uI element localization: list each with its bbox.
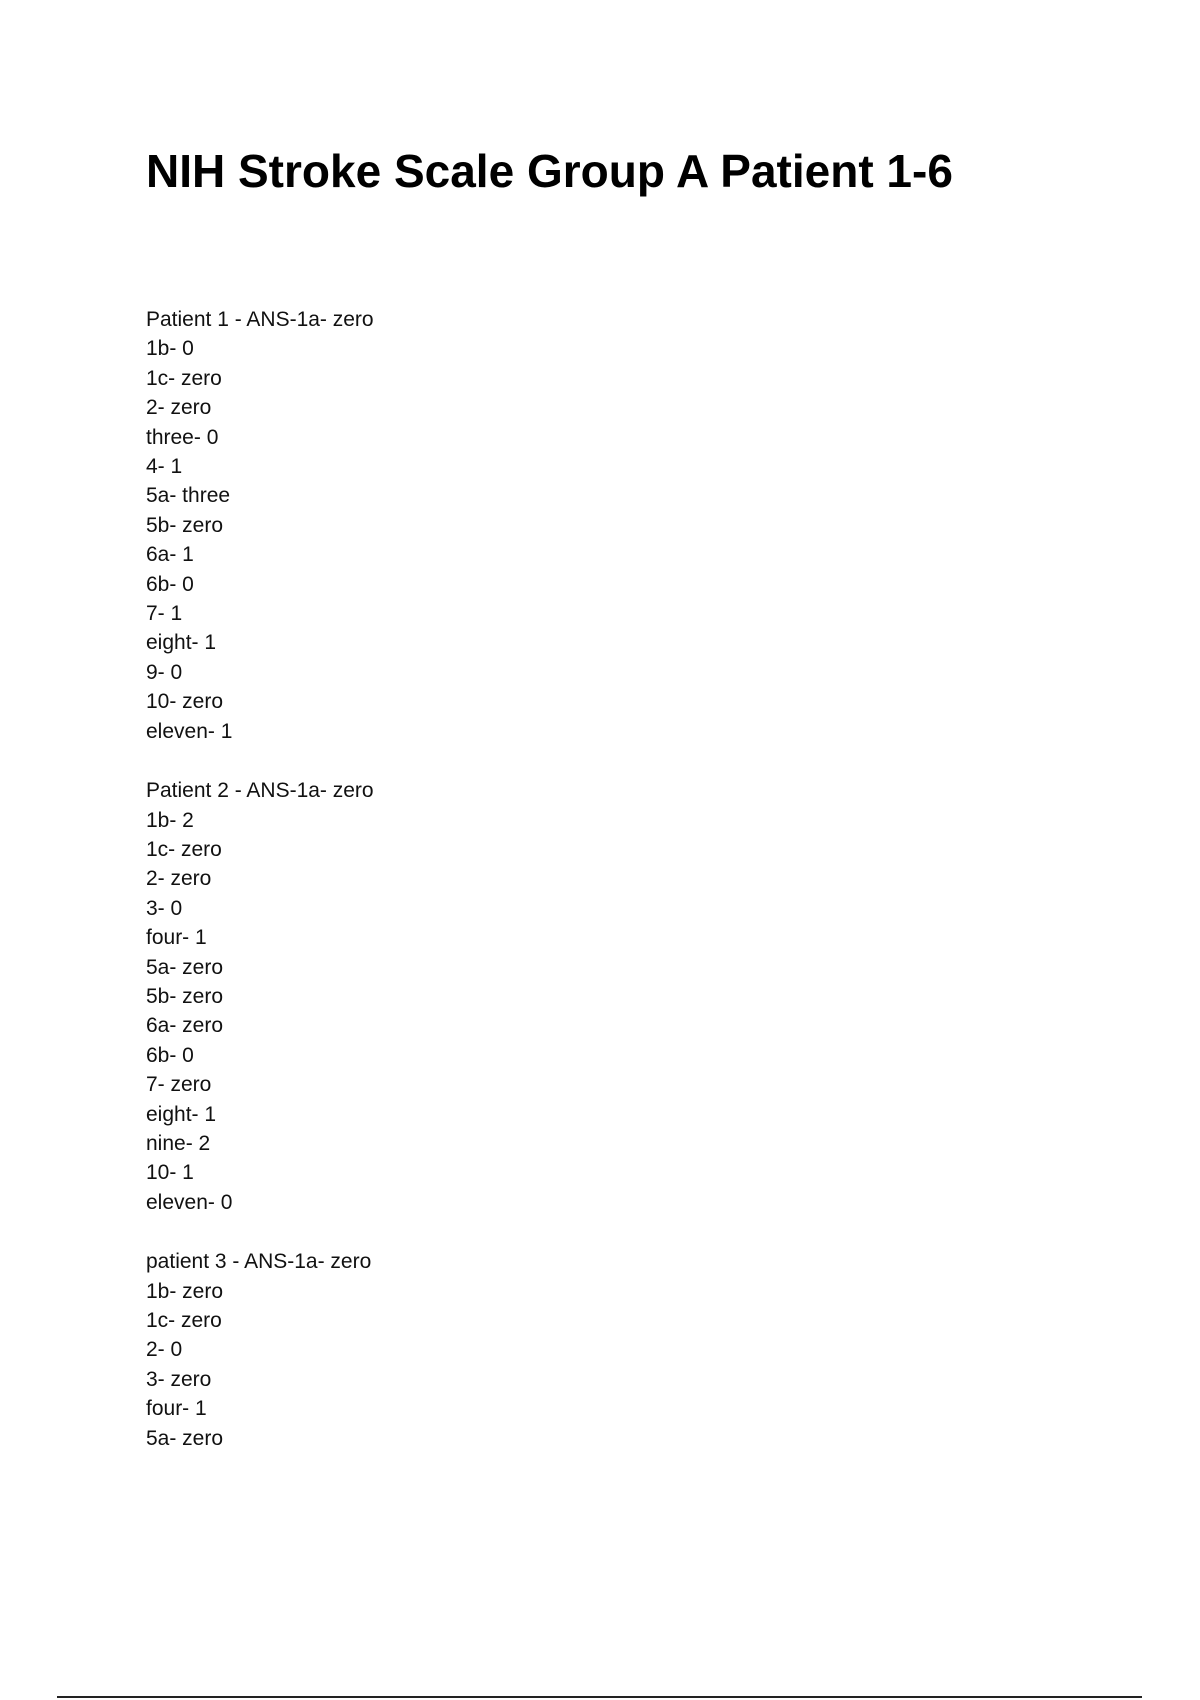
patient-1-item-10: 10- zero [146, 690, 224, 714]
patient-2-item-2: 2- zero [146, 867, 212, 891]
patient-1-item-9: 9- 0 [146, 660, 183, 684]
patient-1-header: Patient 1 - ANS-1a- zero [146, 308, 374, 331]
patient-1-item-1b: 1b- 0 [146, 337, 194, 361]
patient-2-item-9: nine- 2 [146, 1131, 211, 1155]
patient-3-item-3: 3- zero [146, 1367, 212, 1391]
patient-2-item-5a: 5a- zero [146, 955, 224, 979]
patient-3-block [146, 1247, 1046, 1453]
patient-1-item-5b: 5b- zero [146, 513, 224, 537]
patient-3-item-5a: 5a- zero [146, 1426, 224, 1450]
patient-2-item-1c: 1c- zero [146, 837, 222, 861]
patient-3-item-1b: 1b- zero [146, 1279, 224, 1303]
patient-1-item-7: 7- 1 [146, 602, 183, 626]
patient-2-header: Patient 2 - ANS-1a- zero [146, 779, 374, 803]
patient-3-header: patient 3 - ANS-1a- zero [146, 1250, 372, 1274]
patient-3-item-4: four- 1 [146, 1397, 207, 1421]
patient-1-item-6b: 6b- 0 [146, 572, 194, 596]
patient-3-item-2: 2- 0 [146, 1338, 183, 1362]
patient-1-item-1c: 1c- zero [146, 366, 222, 390]
patient-2-item-4: four- 1 [146, 926, 207, 950]
patient-2-item-3: 3- 0 [146, 896, 183, 920]
patient-1-item-2: 2- zero [146, 396, 212, 420]
patient-2-item-8: eight- 1 [146, 1102, 217, 1126]
patient-1-block [146, 305, 1046, 746]
patient-2-item-5b: 5b- zero [146, 984, 224, 1008]
patient-1-item-5a: 5a- three [146, 484, 231, 508]
patient-2-item-7: 7- zero [146, 1073, 212, 1097]
patient-2-item-6b: 6b- 0 [146, 1043, 194, 1067]
patient-2-block [146, 776, 1046, 1217]
patient-1-item-11: eleven- 1 [146, 719, 233, 743]
patient-1-item-6a: 6a- 1 [146, 543, 194, 567]
patient-1-item-8: eight- 1 [146, 631, 217, 655]
patient-3-item-1c: 1c- zero [146, 1309, 222, 1332]
patient-1-item-4: 4- 1 [146, 455, 183, 479]
document-title: NIH Stroke Scale Group A Patient 1-6 [146, 145, 953, 197]
patient-2-item-10: 10- 1 [146, 1161, 194, 1185]
patient-2-item-11: eleven- 0 [146, 1190, 233, 1214]
patient-2-item-1b: 1b- 2 [146, 808, 194, 832]
document-body [146, 305, 1046, 1483]
footer-divider [57, 1696, 1142, 1698]
patient-1-item-3: three- 0 [146, 425, 219, 449]
patient-2-item-6a: 6a- zero [146, 1014, 224, 1038]
